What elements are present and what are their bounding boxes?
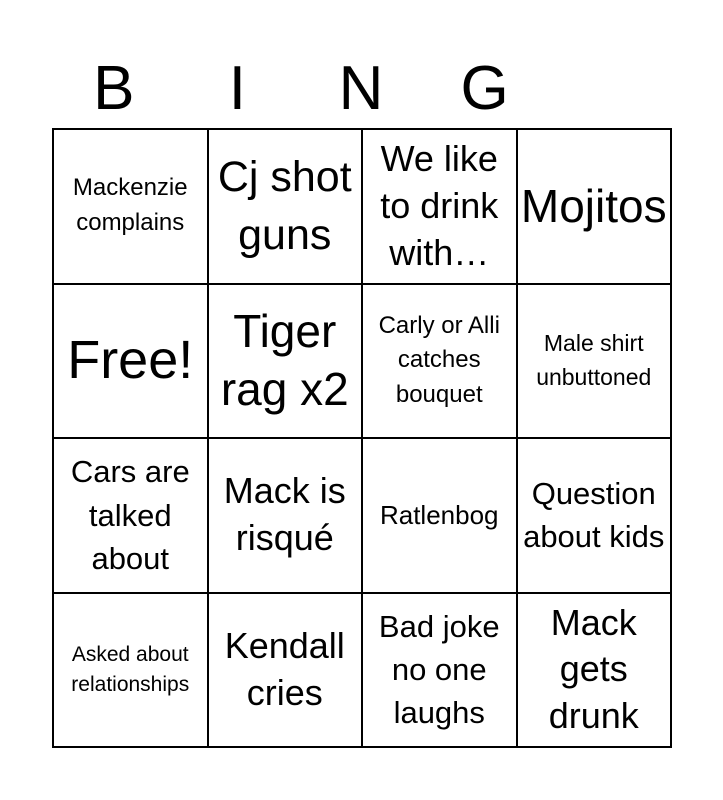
bingo-cell[interactable] bbox=[363, 130, 518, 285]
bingo-cell[interactable] bbox=[363, 285, 518, 440]
bingo-cell[interactable] bbox=[54, 594, 209, 749]
cell-text: Mackenzie complains bbox=[72, 174, 188, 237]
bingo-header bbox=[52, 50, 670, 128]
bingo-cell[interactable] bbox=[209, 285, 364, 440]
bingo-cell[interactable] bbox=[54, 130, 209, 285]
cell-text: Free! bbox=[67, 330, 194, 391]
cell-text: Cars are talked about bbox=[70, 454, 190, 576]
cell-text: Mack is risqué bbox=[223, 470, 346, 559]
cell-text: Question about kids bbox=[523, 475, 665, 555]
header-letter-n: N bbox=[338, 54, 384, 123]
bingo-cell[interactable] bbox=[518, 130, 673, 285]
bingo-cell[interactable] bbox=[209, 130, 364, 285]
cell-text: Tiger rag x2 bbox=[220, 305, 349, 415]
cell-text: Mack gets drunk bbox=[548, 601, 639, 737]
bingo-cell[interactable] bbox=[518, 285, 673, 440]
header-letter-i: I bbox=[228, 54, 246, 123]
bingo-cell[interactable] bbox=[209, 439, 364, 594]
cell-text: Ratlenbog bbox=[379, 500, 499, 531]
bingo-board bbox=[52, 128, 672, 748]
cell-text: Mojitos bbox=[520, 179, 667, 232]
cell-text: Carly or Alli catches bouquet bbox=[378, 311, 500, 409]
header-letter-b: B bbox=[93, 54, 135, 123]
bingo-cell-free[interactable] bbox=[54, 285, 209, 440]
cell-text: We like to drink with… bbox=[380, 138, 499, 273]
cell-text: Kendall cries bbox=[224, 624, 345, 713]
cell-text: Cj shot guns bbox=[217, 153, 352, 260]
bingo-cell[interactable] bbox=[518, 439, 673, 594]
bingo-cell[interactable] bbox=[209, 594, 364, 749]
bingo-cell[interactable] bbox=[54, 439, 209, 594]
cell-text: Male shirt unbuttoned bbox=[536, 330, 652, 390]
cell-text: Asked about relationships bbox=[71, 643, 190, 696]
header-letter-g: G bbox=[460, 54, 509, 123]
bingo-cell[interactable] bbox=[363, 594, 518, 749]
cell-text: Bad joke no one laughs bbox=[378, 608, 500, 731]
bingo-cell[interactable] bbox=[363, 439, 518, 594]
bingo-cell[interactable] bbox=[518, 594, 673, 749]
